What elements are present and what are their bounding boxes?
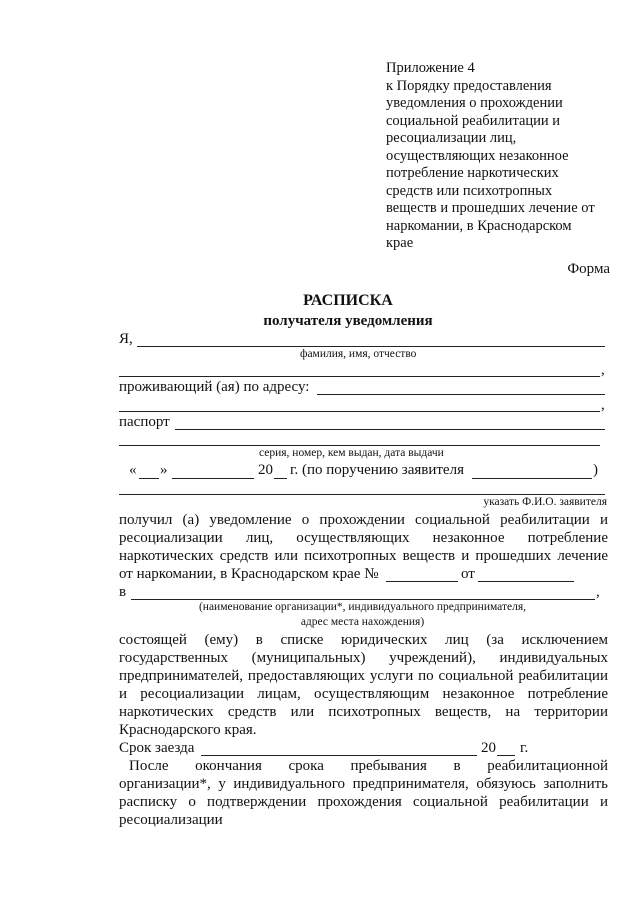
date-year-field[interactable] — [274, 478, 287, 479]
annex-line: ресоциализации лиц, — [386, 130, 517, 146]
annex-line: уведомления о прохождении — [386, 95, 563, 111]
notice-number-field[interactable] — [386, 581, 458, 582]
address-field[interactable] — [317, 394, 605, 395]
organization-field[interactable] — [131, 599, 595, 600]
comma: , — [596, 584, 600, 600]
annex-header — [386, 60, 626, 253]
annex-line: Приложение 4 — [386, 60, 475, 76]
ya-label: Я, — [119, 331, 133, 347]
v-label: в — [119, 584, 127, 600]
body-line: от наркомании, в Краснодарском крае № — [119, 566, 379, 582]
ot-label: от — [461, 566, 475, 582]
fio-field-continued[interactable] — [119, 376, 600, 377]
document-title: РАСПИСКА — [303, 292, 393, 309]
body-line: государственных (муниципальных) учреждений), индивидуальных — [119, 650, 608, 666]
applicant-caption: указать Ф.И.О. заявителя — [483, 496, 607, 508]
address-field-continued[interactable] — [119, 411, 600, 412]
document-subtitle: получателя уведомления — [263, 313, 433, 329]
address-label: проживающий (ая) по адресу: — [119, 379, 310, 395]
body-line: состоящей (ему) в списке юридических лиц (за исключением — [119, 632, 608, 648]
body-line: наркотических средств или психотропных веществ и прошедших лечение — [119, 548, 608, 564]
org-caption: (наименование организации*, индивидуального предпринимателя, — [198, 601, 527, 613]
year-suffix-text: г. (по поручению заявителя — [290, 462, 464, 478]
arrival-year-prefix: 20 — [481, 740, 496, 756]
date-month-field[interactable] — [172, 478, 254, 479]
arrival-label: Срок заезда — [119, 740, 195, 756]
arrival-year-field[interactable] — [497, 755, 515, 756]
body-line: наркотических средств или психотропных веществ, на территории — [119, 704, 608, 720]
year-prefix: 20 — [258, 462, 273, 478]
body-line: Краснодарского края. — [119, 722, 257, 738]
body-line: ресоциализации лиц, осуществляющих незаконное потребление — [119, 530, 608, 546]
annex-line: к Порядку предоставления — [386, 77, 552, 94]
passport-caption: серия, номер, кем выдан, дата выдачи — [259, 447, 444, 459]
applicant-field[interactable] — [119, 494, 605, 495]
date-close-quote: » — [160, 462, 168, 478]
passport-field[interactable] — [175, 429, 605, 430]
body-line: и ресоциализации лицам, осуществляющим незаконное потребление — [119, 686, 608, 702]
notice-date-field[interactable] — [478, 581, 574, 582]
date-open-quote: « — [129, 462, 137, 478]
arrival-g: г. — [520, 740, 529, 756]
fio-caption: фамилия, имя, отчество — [300, 348, 417, 360]
body-line: предпринимателей, предоставляющих услуги по социальной реабилитации — [119, 668, 608, 684]
body-line: расписку о подтверждении прохождения социальной реабилитации и — [119, 794, 608, 810]
annex-line: потребление наркотических — [386, 165, 559, 181]
fio-field[interactable] — [137, 346, 605, 347]
passport-field-continued[interactable] — [119, 445, 600, 446]
annex-line: осуществляющих незаконное — [386, 147, 569, 164]
body-line: ресоциализации — [119, 812, 223, 828]
org-caption: адрес места нахождения) — [300, 616, 425, 628]
date-day-field[interactable] — [139, 478, 159, 479]
comma: , — [601, 397, 605, 413]
body-line: организации*, у индивидуального предпринимателя, обязуюсь заполнить — [119, 776, 608, 792]
close-paren: ) — [593, 462, 598, 478]
applicant-inline-field[interactable] — [472, 478, 592, 479]
arrival-date-field[interactable] — [201, 755, 477, 756]
annex-line: крае — [386, 235, 414, 251]
annex-line: средств или психотропных — [386, 182, 553, 199]
passport-label: паспорт — [119, 414, 170, 430]
form-label: Форма — [567, 261, 610, 277]
body-line: получил (а) уведомление о прохождении социальной реабилитации и — [119, 512, 608, 528]
annex-line: социальной реабилитации и — [386, 112, 561, 129]
annex-line: веществ и прошедших лечение от — [386, 200, 595, 216]
annex-line: наркомании, в Краснодарском — [386, 217, 572, 234]
comma: , — [601, 362, 605, 378]
body-line: После окончания срока пребывания в реабилитационной — [129, 758, 608, 774]
